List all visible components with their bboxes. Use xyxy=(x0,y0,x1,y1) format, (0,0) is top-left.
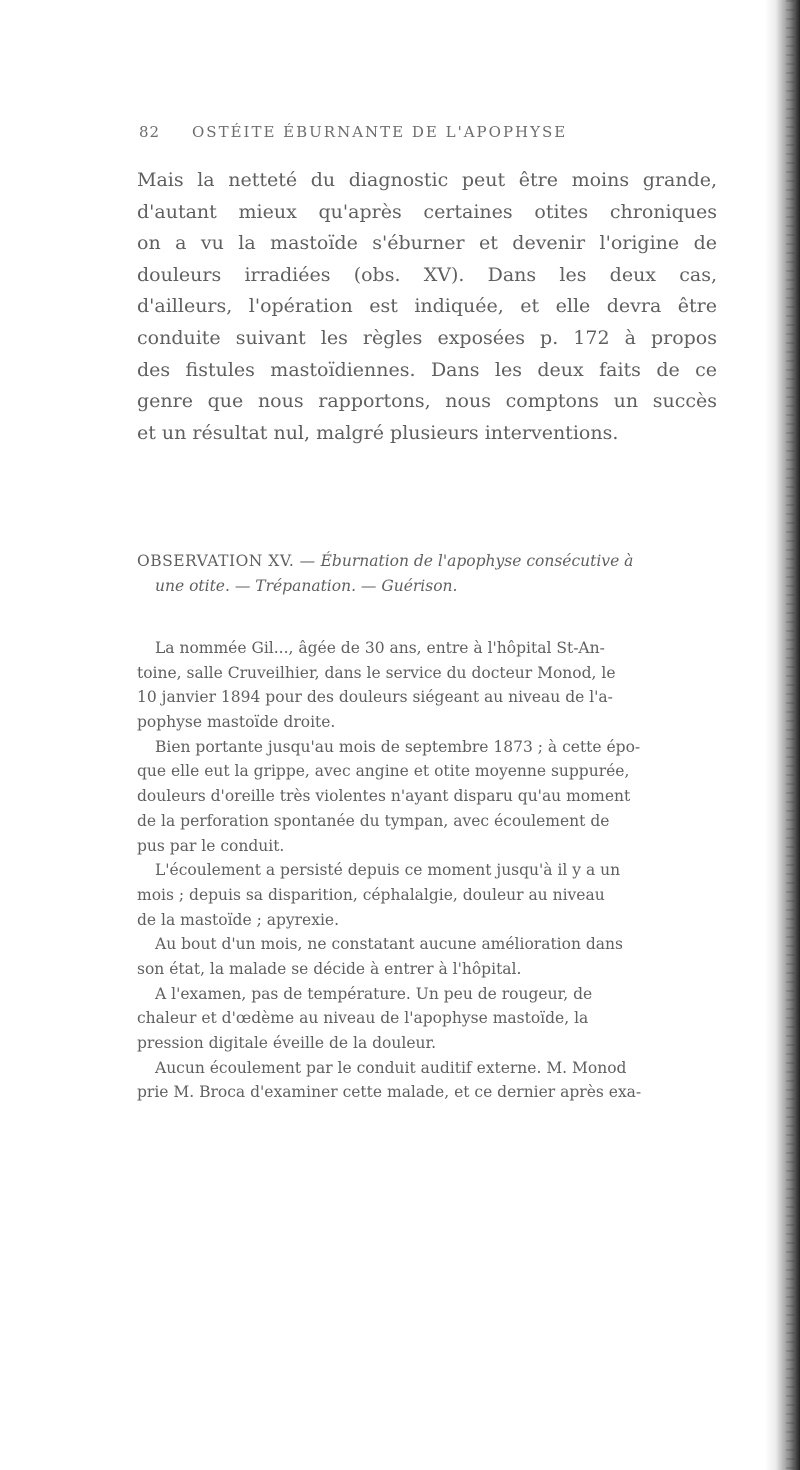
paragraph-line: on a vu la mastoïde s'éburner et devenir l'origine de xyxy=(137,232,717,255)
paragraph-line: des fistules mastoïdiennes. Dans les deux faits de ce xyxy=(137,358,717,381)
paragraph-line: conduite suivant les règles exposées p. 172 à propos xyxy=(137,326,717,349)
case-line: 10 janvier 1894 pour des douleurs siégeant au niveau de l'a- xyxy=(137,688,613,707)
case-line: prie M. Broca d'examiner cette malade, et ce dernier après exa- xyxy=(137,1083,642,1102)
case-line: douleurs d'oreille très violentes n'ayant disparu qu'au moment xyxy=(137,787,631,806)
case-line: que elle eut la grippe, avec angine et otite moyenne suppurée, xyxy=(137,762,630,781)
page-edge-stack xyxy=(786,0,794,1470)
case-line: Aucun écoulement par le conduit auditif externe. M. Monod xyxy=(155,1058,627,1077)
running-title: OSTÉITE ÉBURNANTE DE L'APOPHYSE xyxy=(192,123,568,141)
case-line: de la perforation spontanée du tympan, avec écoulement de xyxy=(137,811,610,830)
case-line: pophyse mastoïde droite. xyxy=(137,713,336,732)
case-line: son état, la malade se décide à entrer à l'hôpital. xyxy=(137,959,522,978)
case-line: Bien portante jusqu'au mois de septembre 1873 ; à cette épo- xyxy=(155,737,641,756)
paragraph-line: genre que nous rapportons, nous comptons un succès xyxy=(137,390,717,413)
observation-heading-line xyxy=(137,549,715,574)
case-line: toine, salle Cruveilhier, dans le service du docteur Monod, le xyxy=(137,663,616,682)
intro-paragraph xyxy=(137,165,717,449)
observation-title: Éburnation de l'apophyse consécutive à xyxy=(320,552,634,570)
observation-label: OBSERVATION XV. — xyxy=(137,552,316,570)
page-number: 82 xyxy=(139,123,161,141)
paragraph-line: Mais la netteté du diagnostic peut être moins grande, xyxy=(137,169,717,191)
observation-heading xyxy=(137,549,715,599)
case-line: pus par le conduit. xyxy=(137,836,285,855)
case-line: mois ; depuis sa disparition, céphalalgie, douleur au niveau xyxy=(137,885,605,904)
case-line: pression digitale éveille de la douleur. xyxy=(137,1034,437,1052)
paragraph-line: douleurs irradiées (obs. XV). Dans les deux cas, xyxy=(137,263,717,286)
observation-subtitle: une otite. — Trépanation. — Guérison. xyxy=(155,577,458,595)
page-header xyxy=(139,123,712,147)
case-line: L'écoulement a persisté depuis ce moment jusqu'à il y a un xyxy=(155,861,621,880)
case-line: chaleur et d'œdème au niveau de l'apophyse mastoïde, la xyxy=(137,1009,589,1028)
case-report xyxy=(137,636,719,1105)
case-line: La nommée Gil..., âgée de 30 ans, entre à l'hôpital St-An- xyxy=(155,639,605,657)
case-line: de la mastoïde ; apyrexie. xyxy=(137,910,340,929)
paragraph-line: d'autant mieux qu'après certaines otites chroniques xyxy=(137,200,717,223)
case-line: A l'examen, pas de température. Un peu de rougeur, de xyxy=(155,984,593,1003)
paragraph-line: et un résultat nul, malgré plusieurs interventions. xyxy=(137,421,619,444)
book-gutter-shadow xyxy=(765,0,800,1470)
paragraph-line: d'ailleurs, l'opération est indiquée, et elle devra être xyxy=(137,295,717,318)
case-line: Au bout d'un mois, ne constatant aucune amélioration dans xyxy=(155,935,623,954)
